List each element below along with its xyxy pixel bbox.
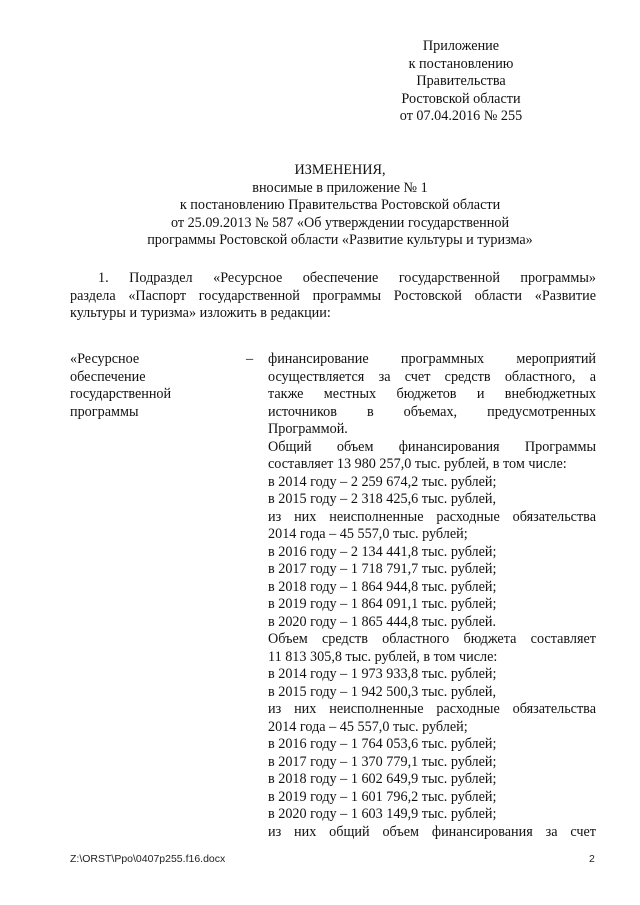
label-line: программы	[70, 403, 139, 420]
label-line: «Ресурсное	[70, 351, 140, 367]
description-line: в 2014 году – 1 973 933,8 тыс. рублей;	[268, 666, 497, 682]
description-line: в 2018 году – 1 602 649,9 тыс. рублей;	[268, 771, 497, 787]
description-line: в 2019 году – 1 864 091,1 тыс. рублей;	[268, 596, 497, 612]
description-line: источников в объемах, предусмотренных	[268, 403, 596, 420]
description-line: 2014 года – 45 557,0 тыс. рублей;	[268, 526, 468, 542]
paragraph-line: 1. Подраздел «Ресурсное обеспечение государственной программы»	[98, 270, 596, 286]
description-line: осуществляется за счет средств областного, а	[268, 368, 596, 385]
description-line: в 2016 году – 1 764 053,6 тыс. рублей;	[268, 736, 497, 752]
label-line: государственной	[70, 386, 172, 402]
description-line: Общий объем финансирования Программы	[268, 438, 596, 455]
description-line: Объем средств областного бюджета составляет	[268, 631, 596, 647]
description-line: в 2014 году – 2 259 674,2 тыс. рублей;	[268, 473, 497, 490]
description-line: составляет 13 980 257,0 тыс. рублей, в том числе:	[268, 456, 567, 472]
description-line: в 2016 году – 2 134 441,8 тыс. рублей;	[268, 543, 497, 560]
description-line: Программой.	[268, 421, 348, 437]
description-line: также местных бюджетов и внебюджетных	[268, 386, 596, 402]
description-line: из них общий объем финансирования за счет	[268, 823, 596, 840]
description-line: 11 813 305,8 тыс. рублей, в том числе:	[268, 648, 498, 665]
footer-page-number: 2	[589, 853, 595, 865]
title-line: к постановлению Правительства Ростовской области	[179, 197, 501, 213]
description-line: в 2015 году – 1 942 500,3 тыс. рублей,	[268, 683, 497, 700]
document-title	[60, 162, 620, 250]
description-line: в 2019 году – 1 601 796,2 тыс. рублей;	[268, 788, 497, 805]
appendix-line: Правительства	[416, 73, 506, 89]
appendix-line: к постановлению	[408, 55, 514, 72]
description-line: в 2020 году – 1 603 149,9 тыс. рублей;	[268, 806, 497, 822]
separator-dash: –	[246, 351, 254, 367]
title-line: вносимые в приложение № 1	[252, 179, 428, 196]
intro-paragraph	[70, 270, 596, 323]
resource-label	[70, 351, 220, 421]
description-line: из них неисполненные расходные обязательства	[268, 508, 596, 525]
resource-description	[268, 351, 596, 841]
appendix-line: Приложение	[422, 38, 500, 54]
label-line: обеспечение	[70, 368, 146, 385]
description-line: в 2017 году – 1 370 779,1 тыс. рублей;	[268, 753, 497, 770]
description-line: в 2020 году – 1 865 444,8 тыс. рублей.	[268, 613, 497, 630]
description-line: финансирование программных мероприятий	[268, 351, 596, 367]
description-line: из них неисполненные расходные обязательства	[268, 701, 596, 717]
title-line: от 25.09.2013 № 587 «Об утверждении государственной	[170, 214, 510, 231]
appendix-line: от 07.04.2016 № 255	[399, 108, 523, 124]
title-line: программы Ростовской области «Развитие культуры и туризма»	[147, 232, 533, 248]
description-line: 2014 года – 45 557,0 тыс. рублей;	[268, 718, 468, 735]
appendix-line: Ростовской области	[401, 90, 521, 107]
description-line: в 2018 году – 1 864 944,8 тыс. рублей;	[268, 578, 497, 595]
appendix-note	[361, 38, 561, 126]
description-line: в 2017 году – 1 718 791,7 тыс. рублей;	[268, 561, 497, 577]
title-heading: ИЗМЕНЕНИЯ,	[294, 162, 386, 178]
footer-file-path: Z:\ORST\Ppo\0407p255.f16.docx	[70, 853, 226, 865]
paragraph-line: культуры и туризма» изложить в редакции:	[70, 305, 331, 321]
paragraph-line: раздела «Паспорт государственной программы Ростовской области «Развитие	[70, 287, 596, 304]
description-line: в 2015 году – 2 318 425,6 тыс. рублей,	[268, 491, 497, 507]
